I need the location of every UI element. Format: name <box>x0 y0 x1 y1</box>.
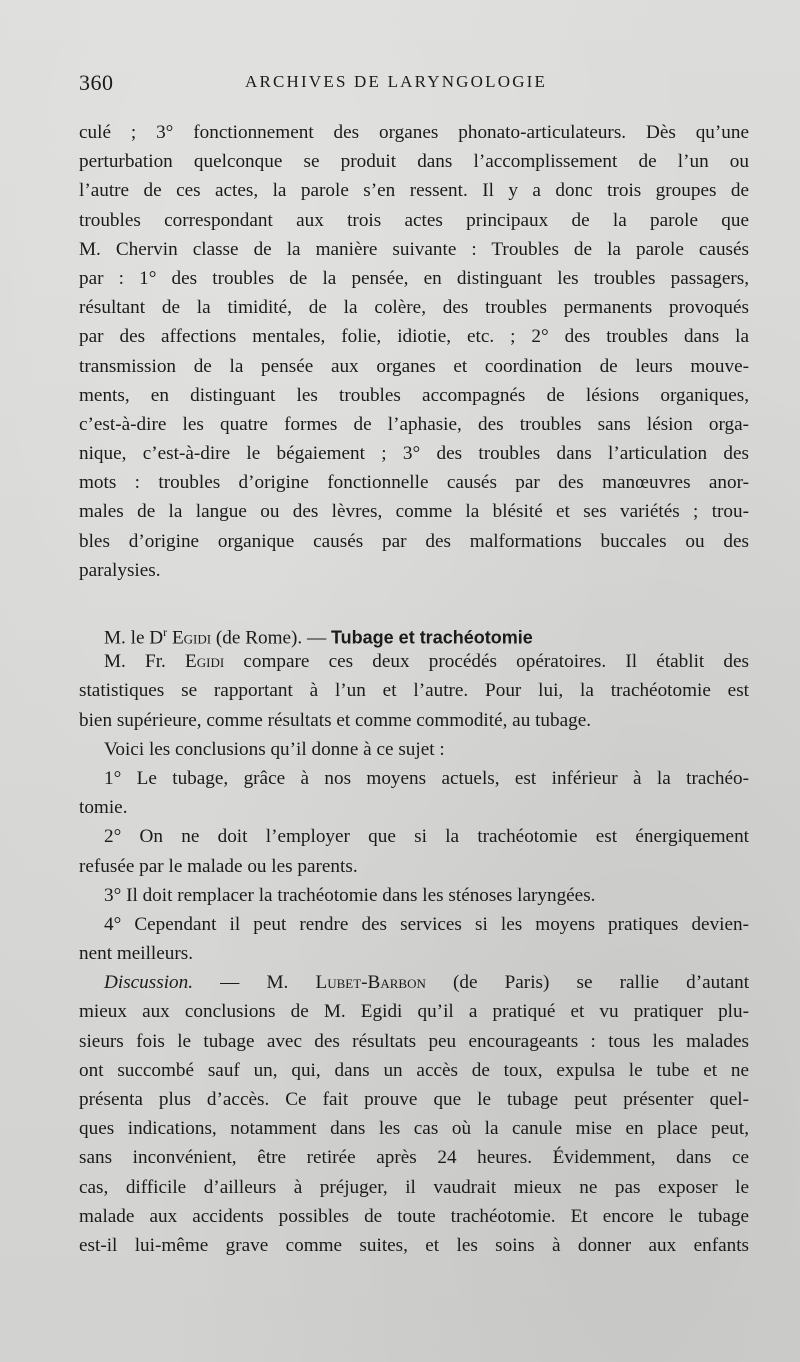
text-line: est-il lui-même grave comme suites, et les soins à donner aux enfants <box>79 1234 749 1256</box>
text-line: sans inconvénient, être retirée après 24 heures. Évidemment, dans ce <box>79 1147 749 1169</box>
text-line: 3° Il doit remplacer la trachéotomie dans les sténoses laryngées. <box>104 884 596 906</box>
text-line: bien supérieure, comme résultats et comme commodité, au tubage. <box>79 709 592 731</box>
text-line: cas, difficile d’ailleurs à préjuger, il vaudrait mieux ne pas exposer le <box>79 1176 749 1198</box>
text-line <box>79 647 749 676</box>
text-line: troubles correspondant aux trois actes principaux de la parole que <box>79 209 749 231</box>
page-number: 360 <box>79 70 114 95</box>
heading-place: (de Rome). — <box>215 627 327 649</box>
text-line: M. Chervin classe de la manière suivante : Troubles de la parole causés <box>79 238 749 260</box>
text-line: ont succombé sauf un, qui, dans un accès de toux, expulsa le tube et ne <box>79 1059 749 1081</box>
text-line: ments, en distinguant les troubles accompagnés de lésions organiques, <box>79 384 749 406</box>
text-line: mieux aux conclusions de M. Egidi qu’il a pratiqué et vu pratiquer plu- <box>79 1001 749 1023</box>
paragraph-author: Egidi <box>185 651 225 673</box>
text-line: mots : troubles d’origine fonctionnelle causés par des manœuvres anor- <box>79 472 749 494</box>
text-line: culé ; 3° fonctionnement des organes phonato-articulateurs. Dès qu’une <box>79 122 749 143</box>
discussion-author: Lubet-Barbon <box>315 972 426 994</box>
text-line: paralysies. <box>79 559 161 581</box>
heading-prefix-sup: r <box>163 625 168 639</box>
text-line: nique, c’est-à-dire le bégaiement ; 3° des troubles dans l’articulation des <box>79 443 749 465</box>
text-line: résultant de la timidité, de la colère, des troubles permanents provoqués <box>79 297 749 319</box>
paragraph-first-rest: compare ces deux procédés opératoires. Il établit des <box>243 651 749 673</box>
text-line: 4° Cependant il peut rendre des services si les moyens pratiques devien- <box>104 913 749 935</box>
text-line: perturbation quelconque se produit dans l’accomplissement de l’un ou <box>79 151 749 173</box>
heading-title: Tubage et trachéotomie <box>331 627 533 648</box>
text-line: tomie. <box>79 797 128 819</box>
text-line <box>79 968 749 997</box>
text-line: par des affections mentales, folie, idiotie, etc. ; 2° des troubles dans la <box>79 326 749 348</box>
text-line: par : 1° des troubles de la pensée, en distinguant les troubles passagers, <box>79 267 749 289</box>
paragraph-lead: M. Fr. <box>104 651 166 673</box>
heading-author: Egidi <box>171 627 212 649</box>
discussion-first-rest: (de Paris) se rallie d’autant <box>452 972 750 994</box>
conclusion-4 <box>79 910 749 968</box>
heading-prefix: M. le D <box>104 627 164 649</box>
paragraph-speech-disorders <box>79 118 749 585</box>
text-line: bles d’origine organique causés par des malformations buccales ou des <box>79 530 749 552</box>
text-line: ques indications, notamment dans les cas où la canule mise en place peut, <box>79 1118 749 1140</box>
section-heading-line <box>79 618 749 647</box>
conclusions-intro: Voici les conclusions qu’il donne à ce sujet : <box>104 738 445 760</box>
section-heading <box>79 618 749 647</box>
body-text <box>79 118 749 1260</box>
text-line: males de la langue ou des lèvres, comme la blésité et ses variétés ; trou- <box>79 501 749 523</box>
text-line: 1° Le tubage, grâce à nos moyens actuels, est inférieur à la trachéo- <box>104 767 749 789</box>
text-line: présenta plus d’accès. Ce fait prouve que le tubage peut présenter quel- <box>79 1089 749 1110</box>
conclusion-1 <box>79 764 749 822</box>
conclusion-2 <box>79 822 749 880</box>
conclusion-3 <box>79 881 749 910</box>
text-line: statistiques se rapportant à l’un et l’autre. Pour lui, la trachéotomie est <box>79 680 749 702</box>
paragraph-egidi <box>79 647 749 735</box>
text-line: transmission de la pensée aux organes et coordination de leurs mouve- <box>79 355 749 377</box>
section-gap <box>79 585 749 618</box>
text-line: malade aux accidents possibles de toute trachéotomie. Et encore le tubage <box>79 1205 749 1227</box>
paragraph-discussion <box>79 968 749 1260</box>
discussion-label: Discussion. <box>104 972 194 994</box>
text-line: 2° On ne doit l’employer que si la trachéotomie est énergiquement <box>104 826 749 848</box>
text-line: nent meilleurs. <box>79 943 194 965</box>
text-line: refusée par le malade ou les parents. <box>79 855 358 877</box>
running-head: ARCHIVES DE LARYNGOLOGIE <box>245 72 548 91</box>
text-line: sieurs fois le tubage avec des résultats peu encourageants : tous les malades <box>79 1030 749 1052</box>
text-line: c’est-à-dire les quatre formes de l’aphasie, des troubles sans lésion orga- <box>79 413 749 435</box>
text-line: l’autre de ces actes, la parole s’en ressent. Il y a donc trois groupes de <box>79 180 749 202</box>
discussion-dash: — M. <box>220 972 289 994</box>
